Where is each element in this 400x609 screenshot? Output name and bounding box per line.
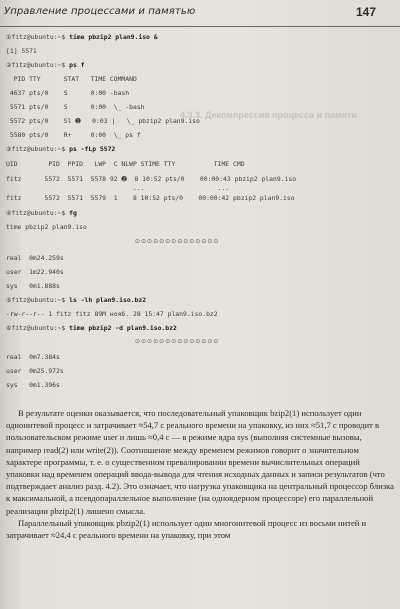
paragraph-2: Параллельный упаковщик pbzip2(1) использует один многонитевой процесс из восьми нитей и затрачивает ≈24,4 с реального времени на упаковку, при этом [6, 517, 367, 541]
shell-command: ls -lh plan9.iso.bz2 [69, 296, 147, 304]
time-user: user 1m22.940s [6, 268, 64, 276]
callout-marker: ③ [6, 146, 12, 153]
shell-command: fg [69, 209, 77, 217]
time-sys-2: sys 0m1.396s [6, 381, 60, 389]
ls-output: -rw-r--r-- 1 fitz fitz 89M нояб. 28 15:47 plan9.iso.bz2 [6, 310, 218, 318]
listing-line-3 [6, 61, 85, 69]
callout-marker: ① [6, 34, 12, 41]
shell-command: time pbzip2 plan9.iso & [69, 33, 158, 41]
listing-line-21 [6, 324, 177, 332]
ps-lwp-header: UID PID PPID LWP C NLWP STIME TTY TIME CMD [6, 160, 245, 168]
time-real: real 0m24.259s [6, 254, 64, 262]
shell-prompt: fitz@ubuntu:~$ [11, 33, 70, 41]
listing-line-2: [1] 5571 [6, 47, 37, 55]
shell-command: ps f [69, 61, 85, 69]
shell-prompt: fitz@ubuntu:~$ [11, 324, 70, 332]
ellipsis-row: ... ... [6, 184, 230, 192]
running-header [0, 4, 400, 27]
callout-marker: ⑤ [6, 297, 12, 304]
shell-prompt: fitz@ubuntu:~$ [11, 145, 70, 153]
paragraph-1: В результате оценки оказывается, что последовательный упаковщик bzip2(1) использует один однонитевой процесс и затрачивает ≈54,7 с реального времени на упаковку, из них ≈51,7 с проводит в пользовательском режиме user и лишь ≈0,4 с — в режиме ядра sys (выполняя системные вызовы, например read(2) или write(2)). Соотношение между временем режимов говорит о значительном характере программы, т. е. о существенном превалировании времени вычислительных операций упаковки над временем операций ввода-вывода для чтения исходных данных и записи результатов (что подтверждает анализ разд. 4.2). Это означает, что нагрузка упаковщика на центральный процессор близка к максимальной, а псевдопараллельное выполнение (на одноядерном процессоре) его параллельной реализации pbzip2(1) лишено смысла. [6, 408, 394, 516]
listing-line-1 [6, 33, 158, 41]
callout-marker: ④ [6, 210, 12, 217]
ps-row: 5572 pts/0 Sl ➊ 0:03 | \_ pbzip2 plan9.iso [6, 117, 200, 125]
ps-lwp-row: fitz 5572 5571 5578 92 ➋ 8 10:52 pts/0 00:00:43 pbzip2 plan9.iso [6, 175, 297, 183]
body-text [6, 407, 394, 541]
shell-command: ps -fLp 5572 [69, 145, 116, 153]
ps-row: 5580 pts/0 R+ 0:00 \_ ps f [6, 131, 141, 139]
listing-line-19 [6, 296, 146, 304]
shell-command: time pbzip2 -d plan9.iso.bz2 [69, 324, 177, 332]
callout-marker: ② [6, 62, 12, 69]
time-user-2: user 0m25.972s [6, 367, 64, 375]
chapter-title: Управление процессами и памятью [4, 6, 196, 17]
ps-row: 4637 pts/0 S 0:00 -bash [6, 89, 130, 97]
listing-line-9 [6, 145, 115, 153]
callout-marker: ⑥ [6, 325, 12, 332]
shell-prompt: fitz@ubuntu:~$ [11, 209, 70, 217]
listing-line-15: time pbzip2 plan9.iso [6, 223, 87, 231]
ps-lwp-row: fitz 5572 5571 5579 1 8 10:52 pts/0 00:00:42 pbzip2 plan9.iso [6, 194, 295, 202]
shell-prompt: fitz@ubuntu:~$ [11, 61, 70, 69]
page-number: 147 [355, 5, 376, 19]
progress-circles-2: ⊙⊙⊙⊙⊙⊙⊙⊙⊙⊙⊙⊙⊙⊙ [135, 338, 220, 345]
time-sys: sys 0m1.888s [6, 282, 60, 290]
time-real-2: real 0m7.384s [6, 353, 60, 361]
ps-row: 5571 pts/0 S 0:00 \_ -bash [6, 103, 145, 111]
bleed-through-heading: 4.3.3. Декомпрессия процесса и памяти [180, 110, 357, 120]
shell-prompt: fitz@ubuntu:~$ [11, 296, 70, 304]
ps-header: PID TTY STAT TIME COMMAND [6, 75, 137, 83]
listing-line-14 [6, 209, 77, 217]
progress-circles: ⊙⊙⊙⊙⊙⊙⊙⊙⊙⊙⊙⊙⊙⊙ [135, 238, 220, 245]
